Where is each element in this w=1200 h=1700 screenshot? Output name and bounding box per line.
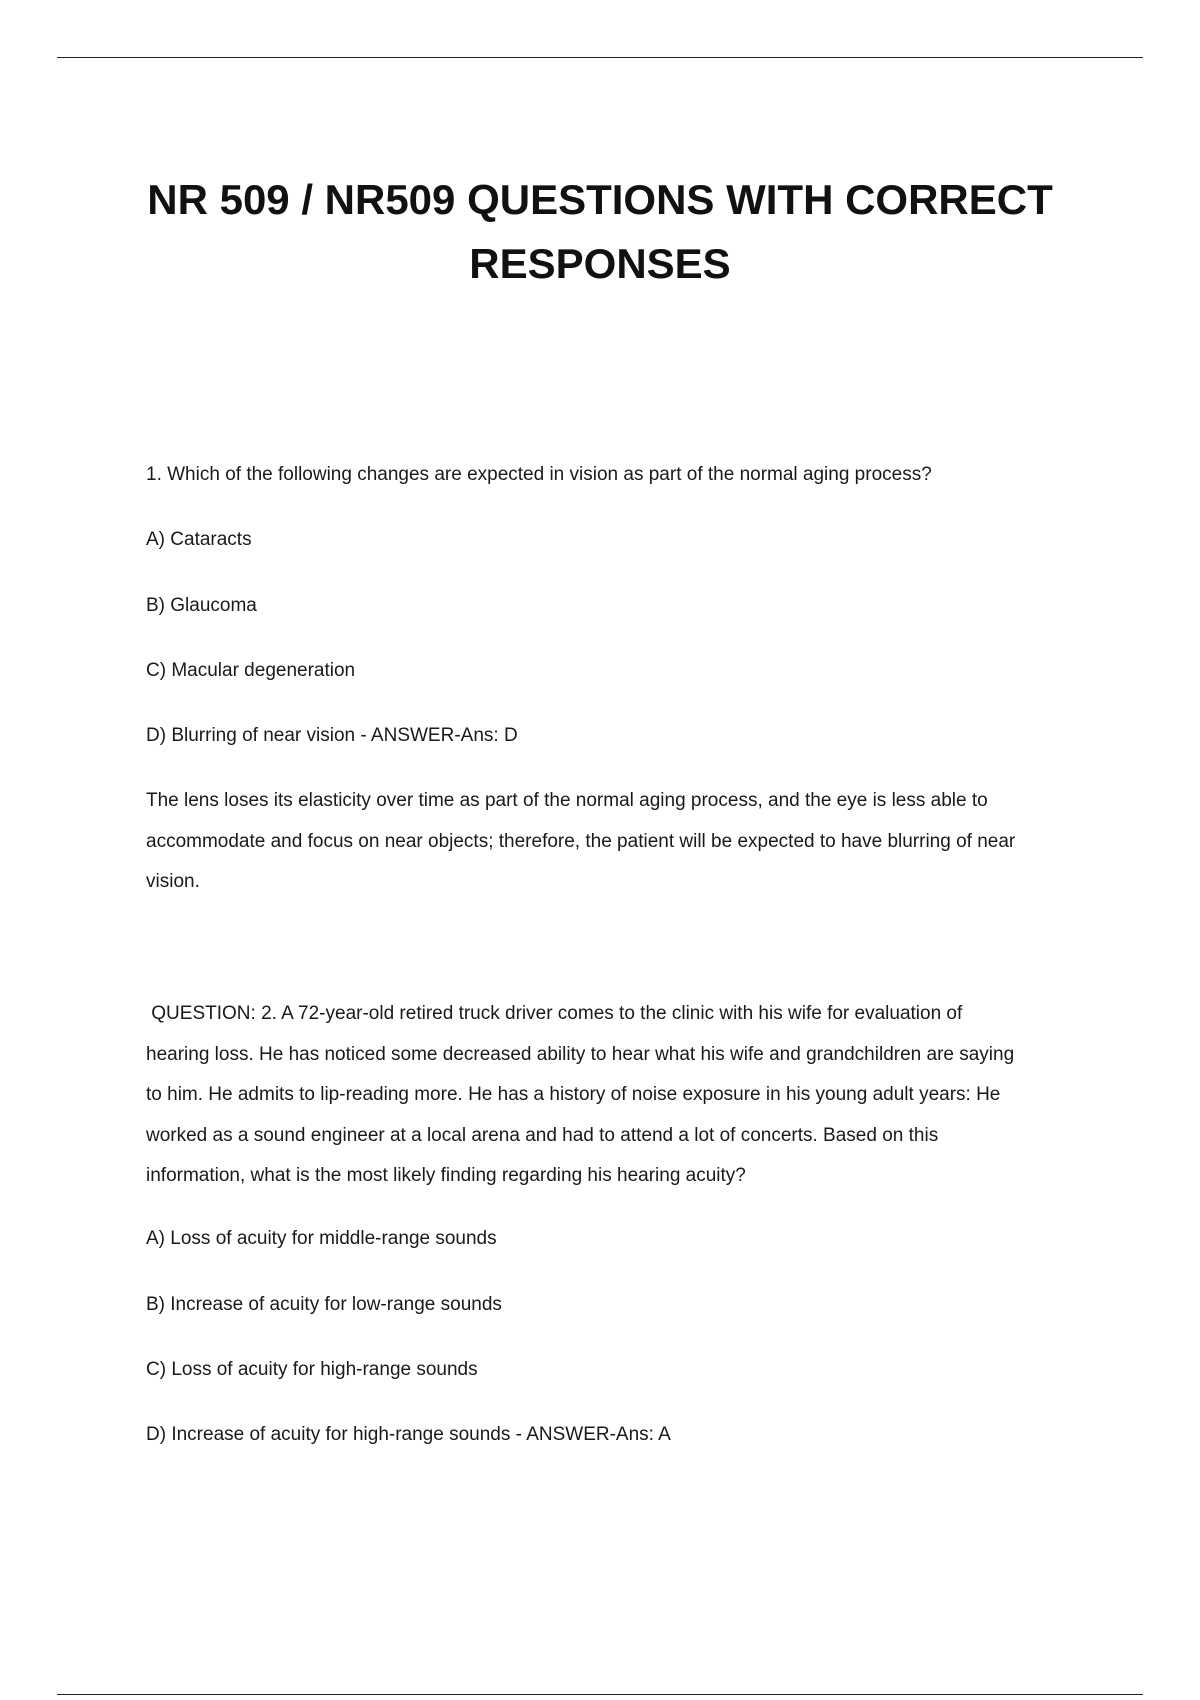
question-2-option-d: D) Increase of acuity for high-range sounds - ANSWER-Ans: A [146, 1424, 671, 1445]
question-line: to him. He admits to lip-reading more. He has a history of noise exposure in his young adult years: He [146, 1084, 1001, 1105]
question-1-option-c: C) Macular degeneration [146, 660, 356, 681]
question-1-option-d: D) Blurring of near vision - ANSWER-Ans: D [146, 725, 518, 746]
question-1-option-a: A) Cataracts [146, 529, 252, 550]
explanation-line: vision. [146, 871, 200, 892]
question-2-text [146, 994, 1096, 1197]
question-1-text: 1. Which of the following changes are expected in vision as part of the normal aging process? [146, 464, 932, 485]
title-line-1: NR 509 / NR509 QUESTIONS WITH CORRECT [147, 176, 1053, 223]
bottom-rule [57, 1694, 1143, 1695]
question-line: QUESTION: 2. A 72-year-old retired truck driver comes to the clinic with his wife for evaluation of [146, 1003, 963, 1024]
question-line: worked as a sound engineer at a local arena and had to attend a lot of concerts. Based on this [146, 1124, 939, 1146]
question-2-option-c: C) Loss of acuity for high-range sounds [146, 1359, 478, 1380]
document-title [100, 168, 1100, 296]
question-2-option-a: A) Loss of acuity for middle-range sounds [146, 1228, 497, 1249]
question-line: hearing loss. He has noticed some decreased ability to hear what his wife and grandchildren are saying [146, 1043, 1015, 1065]
explanation-line: accommodate and focus on near objects; therefore, the patient will be expected to have blurring of near [146, 830, 1016, 852]
top-rule [57, 57, 1143, 58]
question-1-option-b: B) Glaucoma [146, 595, 257, 616]
explanation-line: The lens loses its elasticity over time as part of the normal aging process, and the eye is less able to [146, 790, 988, 811]
question-2-option-b: B) Increase of acuity for low-range sounds [146, 1294, 502, 1315]
question-line: information, what is the most likely finding regarding his hearing acuity? [146, 1165, 746, 1186]
question-1-explanation [146, 781, 1096, 903]
title-line-2: RESPONSES [469, 240, 731, 287]
